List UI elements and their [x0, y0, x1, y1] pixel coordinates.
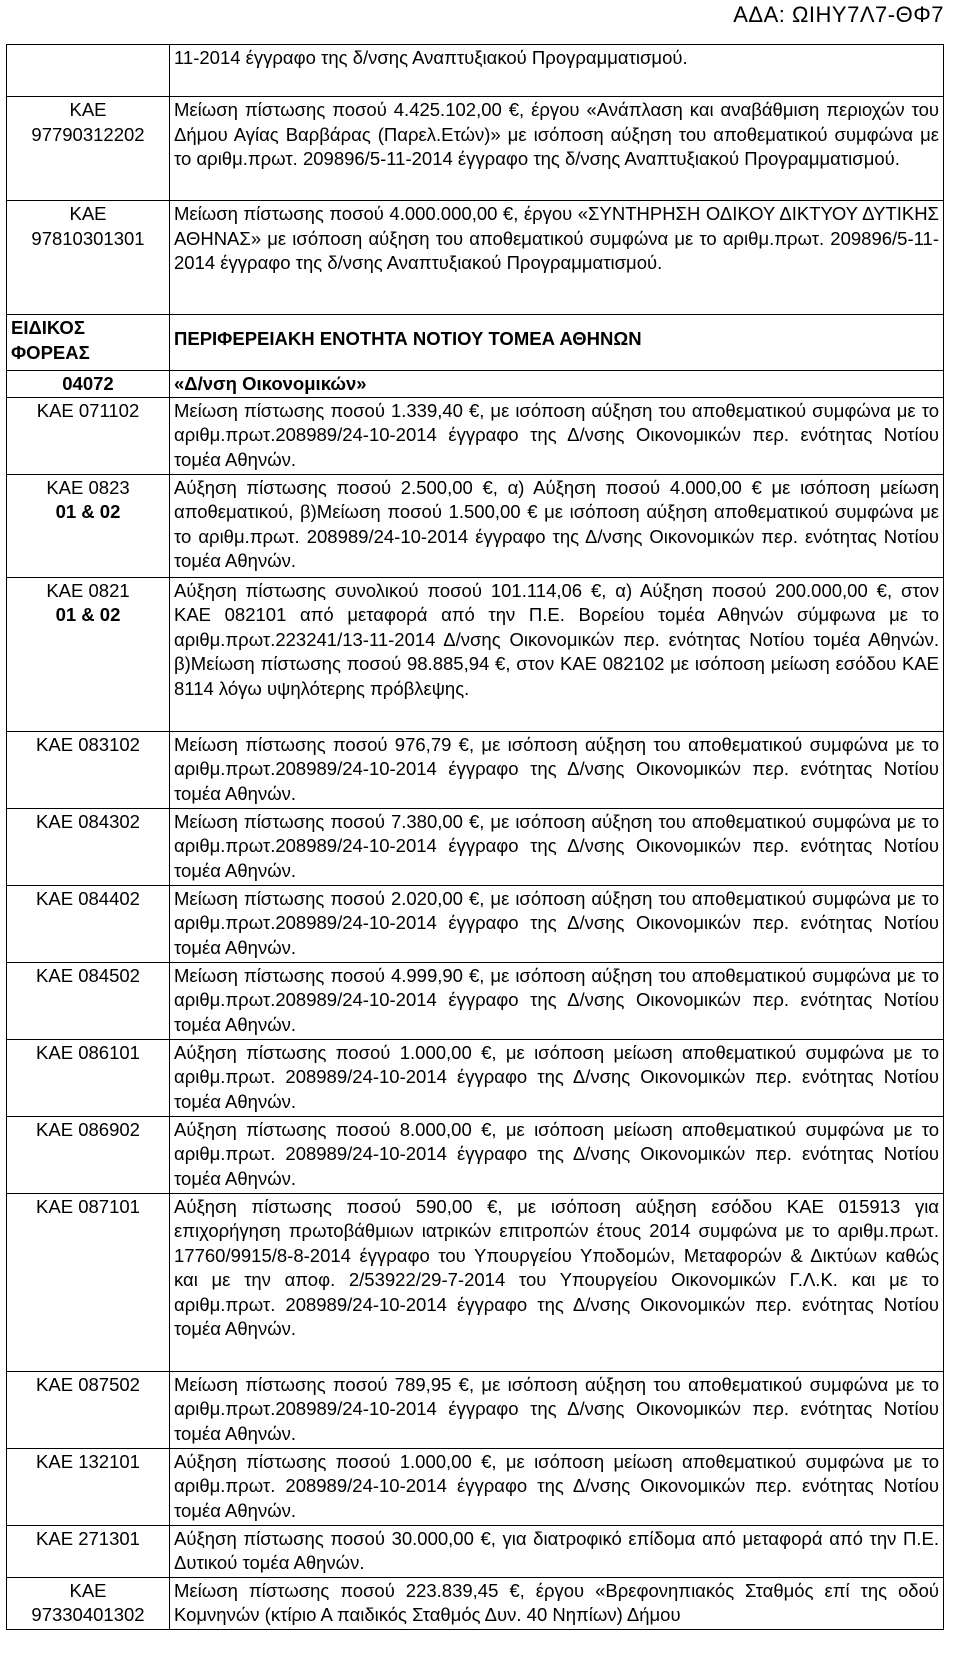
- table-row: [7, 371, 944, 398]
- description-cell: Αύξηση πίστωσης συνολικού ποσού 101.114,06 €, α) Αύξηση ποσού 200.000,00 €, στον ΚΑΕ 082101 από μεταφορά από την Π.Ε. Βορείου τομέα Αθηνών σύμφωνα με το αριθμ.πρωτ.223241/13-11-2014 Δ/νσης Οικονομικών περ. ενότητας Νοτίου τομέα Αθηνών. β)Μείωση πίστωσης ποσού 98.885,94 €, στον ΚΑΕ 082102 με ισόποση μείωση εσόδου ΚΑΕ 8114 λόγω υψηλότερης πρόβλεψης.: [170, 577, 944, 731]
- kae-code-cell: ΚΑΕ 271301: [7, 1525, 170, 1577]
- table-row: [7, 1193, 944, 1371]
- table-row: [7, 577, 944, 731]
- table-row: [7, 885, 944, 962]
- kae-code-cell: ΚΑΕ 086101: [7, 1039, 170, 1116]
- table-row: [7, 97, 944, 201]
- kae-subcodes: 01 & 02: [55, 604, 121, 625]
- kae-number: 97330401302: [31, 1604, 145, 1625]
- description-cell: Μείωση πίστωσης ποσού 4.425.102,00 €, έργου «Ανάπλαση και αναβάθμιση περιοχών του Δήμου Αγίας Βαρβάρας (Παρελ.Ετών)» με ισόποση αύξηση του αποθεματικού συμφώνα με το αριθμ.πρωτ. 209896/5-11-2014 έγγραφο της δ/νσης Αναπτυξιακού Προγραμματισμού.: [170, 97, 944, 201]
- kae-code-cell: ΚΑΕ 084502: [7, 962, 170, 1039]
- kae-label: ΚΑΕ 0821: [46, 579, 130, 601]
- table-row: [7, 397, 944, 474]
- kae-subcodes: 01 & 02: [55, 501, 121, 522]
- description-cell: Μείωση πίστωσης ποσού 2.020,00 €, με ισόποση αύξηση του αποθεματικού συμφώνα με το αριθμ.πρωτ.208989/24-10-2014 έγγραφο της Δ/νσης Οικονομικών περ. ενότητας Νοτίου τομέα Αθηνών.: [170, 885, 944, 962]
- description-cell: Μείωση πίστωσης ποσού 789,95 €, με ισόποση αύξηση του αποθεματικού συμφώνα με το αριθμ.πρωτ.208989/24-10-2014 έγγραφο της Δ/νσης Οικονομικών περ. ενότητας Νοτίου τομέα Αθηνών.: [170, 1371, 944, 1448]
- table-row: [7, 474, 944, 577]
- kae-code-cell: [7, 97, 170, 201]
- ada-code: ΑΔΑ: ΩΙΗΥ7Λ7-ΘΦ7: [733, 2, 944, 27]
- description-cell: Μείωση πίστωσης ποσού 4.999,90 €, με ισόποση αύξηση του αποθεματικού συμφώνα με το αριθμ.πρωτ.208989/24-10-2014 έγγραφο της Δ/νσης Οικονομικών περ. ενότητας Νοτίου τομέα Αθηνών.: [170, 962, 944, 1039]
- table-row: [7, 1525, 944, 1577]
- description-cell: Μείωση πίστωσης ποσού 1.339,40 €, με ισόποση αύξηση του αποθεματικού συμφώνα με το αριθμ.πρωτ.208989/24-10-2014 έγγραφο της Δ/νσης Οικονομικών περ. ενότητας Νοτίου τομέα Αθηνών.: [170, 397, 944, 474]
- table-row: [7, 201, 944, 315]
- special-body-label: ΕΙΔΙΚΟΣ ΦΟΡΕΑΣ: [7, 315, 170, 371]
- kae-code-cell: [7, 201, 170, 315]
- description-cell: Αύξηση πίστωσης ποσού 590,00 €, με ισόποση αύξηση εσόδου ΚΑΕ 015913 για επιχορήγηση πρωτοβάθμιων ιατρικών επιτροπών έτους 2014 συμφώνα με το αριθμ.πρωτ. 17760/9915/8-8-2014 έγγραφο του Υπουργείου Υποδομών, Μεταφορών & Δικτύων καθώς και με την αποφ. 2/53922/29-7-2014 του Υπουργείου Οικονομικών Γ.Λ.Κ. και με το αριθμ.πρωτ. 208989/24-10-2014 έγγραφο της Δ/νσης Οικονομικών περ. ενότητας Νοτίου τομέα Αθηνών.: [170, 1193, 944, 1371]
- kae-label: ΚΑΕ: [69, 203, 107, 224]
- kae-code-cell: [7, 45, 170, 97]
- body-code: 04072: [7, 371, 170, 398]
- table-row: [7, 1577, 944, 1629]
- description-cell: Αύξηση πίστωσης ποσού 1.000,00 €, με ισόποση μείωση αποθεματικού συμφώνα με το αριθμ.πρωτ. 208989/24-10-2014 έγγραφο της Δ/νσης Οικονομικών περ. ενότητας Νοτίου τομέα Αθηνών.: [170, 1448, 944, 1525]
- description-cell: Μείωση πίστωσης ποσού 7.380,00 €, με ισόποση αύξηση του αποθεματικού συμφώνα με το αριθμ.πρωτ.208989/24-10-2014 έγγραφο της Δ/νσης Οικονομικών περ. ενότητας Νοτίου τομέα Αθηνών.: [170, 808, 944, 885]
- table-row: [7, 731, 944, 808]
- description-cell: Αύξηση πίστωσης ποσού 1.000,00 €, με ισόποση μείωση αποθεματικού συμφώνα με το αριθμ.πρωτ. 208989/24-10-2014 έγγραφο της Δ/νσης Οικονομικών περ. ενότητας Νοτίου τομέα Αθηνών.: [170, 1039, 944, 1116]
- description-cell: Αύξηση πίστωσης ποσού 8.000,00 €, με ισόποση μείωση αποθεματικού συμφώνα με το αριθμ.πρωτ. 208989/24-10-2014 έγγραφο της Δ/νσης Οικονομικών περ. ενότητας Νοτίου τομέα Αθηνών.: [170, 1116, 944, 1193]
- directorate-heading: «Δ/νση Οικονομικών»: [170, 371, 944, 398]
- description-cell: Μείωση πίστωσης ποσού 4.000.000,00 €, έργου «ΣΥΝΤΗΡΗΣΗ ΟΔΙΚΟΥ ΔΙΚΤΥΟΥ ΔΥΤΙΚΗΣ ΑΘΗΝΑΣ» με ισόποση αύξηση του αποθεματικού συμφώνα με το αριθμ.πρωτ. 209896/5-11-2014 έγγραφο της δ/νσης Αναπτυξιακού Προγραμματισμού.: [170, 201, 944, 315]
- kae-code-cell: ΚΑΕ 087502: [7, 1371, 170, 1448]
- kae-code-cell: ΚΑΕ 071102: [7, 397, 170, 474]
- description-cell: Μείωση πίστωσης ποσού 223.839,45 €, έργου «Βρεφονηπιακός Σταθμός επί της οδού Κομνηνών (κτίριο Α παιδικός Σταθμός Δυν. 40 Νηπίων) Δήμου: [170, 1577, 944, 1629]
- description-cell: Αύξηση πίστωσης ποσού 2.500,00 €, α) Αύξηση ποσού 4.000,00 € με ισόποση μείωση αποθεματικού, β)Μείωση ποσού 1.500,00 € με ισόποση αύξηση αποθεματικού συμφώνα με το αριθμ.πρωτ. 208989/24-10-2014 έγγραφο της Δ/νσης Οικονομικών περ. ενότητας Νοτίου τομέα Αθηνών.: [170, 474, 944, 577]
- table-row: [7, 808, 944, 885]
- kae-label: ΚΑΕ: [69, 1579, 107, 1601]
- kae-code-cell: ΚΑΕ 086902: [7, 1116, 170, 1193]
- kae-code-cell: [7, 474, 170, 577]
- description-cell: Μείωση πίστωσης ποσού 976,79 €, με ισόποση αύξηση του αποθεματικού συμφώνα με το αριθμ.πρωτ.208989/24-10-2014 έγγραφο της Δ/νσης Οικονομικών περ. ενότητας Νοτίου τομέα Αθηνών.: [170, 731, 944, 808]
- kae-code-cell: ΚΑΕ 132101: [7, 1448, 170, 1525]
- kae-label: ΚΑΕ 0823: [46, 476, 130, 498]
- kae-code-cell: [7, 1577, 170, 1629]
- kae-number: 97810301301: [31, 227, 145, 249]
- table-row: [7, 962, 944, 1039]
- table-row: [7, 1116, 944, 1193]
- table-row: [7, 1039, 944, 1116]
- kae-code-cell: ΚΑΕ 083102: [7, 731, 170, 808]
- table-row: [7, 1371, 944, 1448]
- kae-label: ΚΑΕ: [69, 99, 107, 120]
- kae-code-cell: ΚΑΕ 087101: [7, 1193, 170, 1371]
- section-heading: ΠΕΡΙΦΕΡΕΙΑΚΗ ΕΝΟΤΗΤΑ ΝΟΤΙΟΥ ΤΟΜΕΑ ΑΘΗΝΩΝ: [170, 315, 944, 371]
- kae-code-cell: ΚΑΕ 084402: [7, 885, 170, 962]
- kae-code-cell: [7, 577, 170, 731]
- table-row: [7, 1448, 944, 1525]
- description-cell: Αύξηση πίστωσης ποσού 30.000,00 €, για διατροφικό επίδομα από μεταφορά από την Π.Ε. Δυτικού τομέα Αθηνών.: [170, 1525, 944, 1577]
- kae-code-cell: ΚΑΕ 084302: [7, 808, 170, 885]
- table-row: [7, 315, 944, 371]
- budget-table: [6, 44, 944, 1630]
- description-cell: 11-2014 έγγραφο της δ/νσης Αναπτυξιακού Προγραμματισμού.: [170, 45, 944, 97]
- table-row: [7, 45, 944, 97]
- kae-number: 97790312202: [31, 123, 145, 145]
